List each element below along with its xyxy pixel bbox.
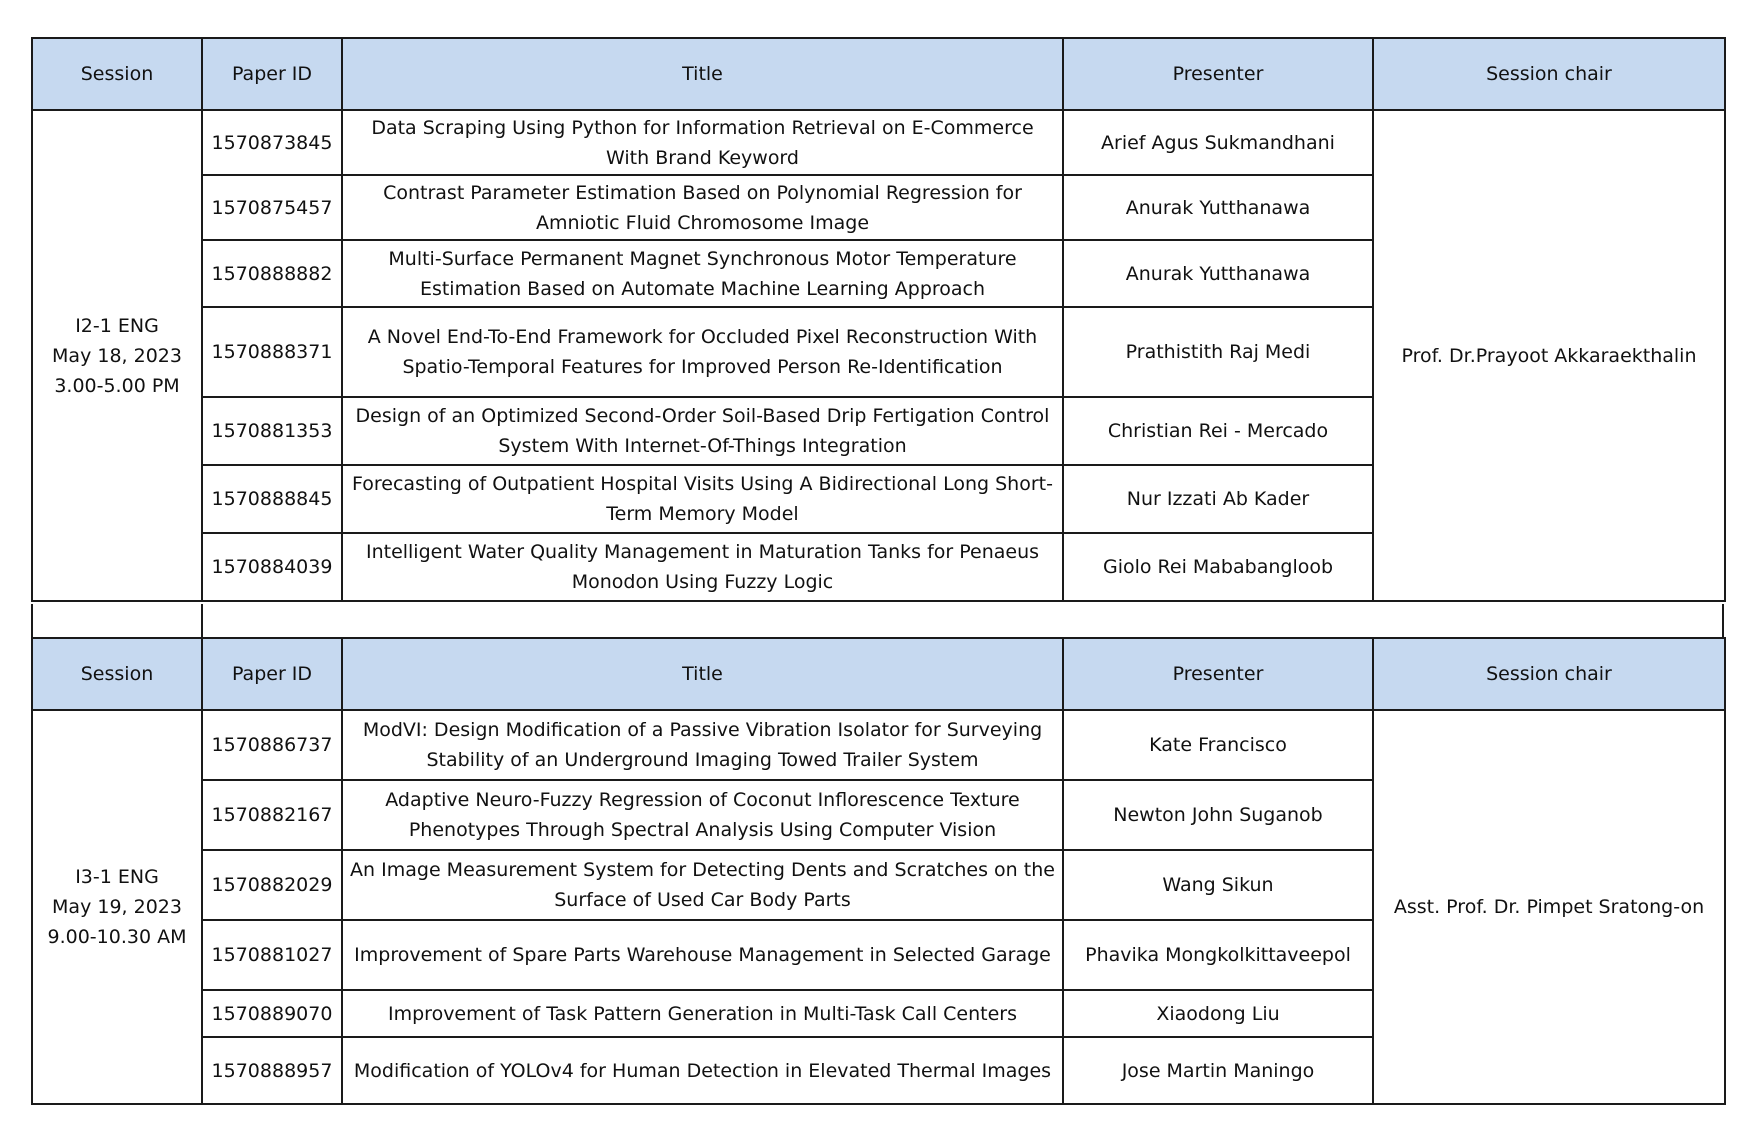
header-paper-id: Paper ID xyxy=(202,638,342,710)
header-paper-id: Paper ID xyxy=(202,38,342,110)
paper-title: Data Scraping Using Python for Information Retrieval on E-Commerce With Brand Keyword xyxy=(342,110,1063,175)
presenter: Christian Rei - Mercado xyxy=(1063,397,1373,465)
session-date: May 18, 2023 xyxy=(52,344,182,367)
paper-id: 1570888371 xyxy=(202,307,342,397)
presenter: Anurak Yutthanawa xyxy=(1063,175,1373,240)
session-chair xyxy=(1373,710,1725,1104)
session-table-1 xyxy=(31,37,1726,602)
paper-id: 1570882167 xyxy=(202,780,342,850)
paper-id: 1570888957 xyxy=(202,1037,342,1104)
paper-title: Contrast Parameter Estimation Based on Polynomial Regression for Amniotic Fluid Chromosome Image xyxy=(342,175,1063,240)
presenter: Jose Martin Maningo xyxy=(1063,1037,1373,1104)
paper-id: 1570889070 xyxy=(202,990,342,1037)
paper-title: A Novel End-To-End Framework for Occluded Pixel Reconstruction With Spatio-Temporal Features for Improved Person Re-Identification xyxy=(342,307,1063,397)
paper-title: Design of an Optimized Second-Order Soil-Based Drip Fertigation Control System With Internet-Of-Things Integration xyxy=(342,397,1063,465)
presenter: Arief Agus Sukmandhani xyxy=(1063,110,1373,175)
presenter: Newton John Suganob xyxy=(1063,780,1373,850)
header-session-chair: Session chair xyxy=(1373,638,1725,710)
paper-title: An Image Measurement System for Detecting Dents and Scratches on the Surface of Used Car Body Parts xyxy=(342,850,1063,920)
session-chair-name: Asst. Prof. Dr. Pimpet Sratong-on xyxy=(1393,896,1705,918)
header-title: Title xyxy=(342,638,1063,710)
presenter: Xiaodong Liu xyxy=(1063,990,1373,1037)
presenter: Anurak Yutthanawa xyxy=(1063,240,1373,307)
paper-title: Modification of YOLOv4 for Human Detection in Elevated Thermal Images xyxy=(342,1037,1063,1104)
presenter: Prathistith Raj Medi xyxy=(1063,307,1373,397)
paper-id: 1570881027 xyxy=(202,920,342,990)
session-date: May 19, 2023 xyxy=(52,896,182,918)
paper-id: 1570886737 xyxy=(202,710,342,780)
session-code: I3-1 ENG xyxy=(75,866,159,888)
table-row xyxy=(32,710,1725,780)
paper-id: 1570884039 xyxy=(202,533,342,601)
header-session: Session xyxy=(32,38,202,110)
paper-title: Adaptive Neuro-Fuzzy Regression of Coconut Inflorescence Texture Phenotypes Through Spectral Analysis Using Computer Vision xyxy=(342,780,1063,850)
header-row xyxy=(32,638,1725,710)
paper-id: 1570888882 xyxy=(202,240,342,307)
header-presenter: Presenter xyxy=(1063,638,1373,710)
session-info xyxy=(32,710,202,1104)
paper-title: Intelligent Water Quality Management in Maturation Tanks for Penaeus Monodon Using Fuzzy Logic xyxy=(342,533,1063,601)
paper-id: 1570888845 xyxy=(202,465,342,533)
paper-id: 1570882029 xyxy=(202,850,342,920)
header-session: Session xyxy=(32,638,202,710)
session-table-2 xyxy=(31,637,1726,1105)
session-code: I2-1 ENG xyxy=(75,314,159,337)
presenter: Giolo Rei Mababangloob xyxy=(1063,533,1373,601)
session-chair xyxy=(1373,110,1725,601)
presenter: Nur Izzati Ab Kader xyxy=(1063,465,1373,533)
session-info xyxy=(32,110,202,601)
header-presenter: Presenter xyxy=(1063,38,1373,110)
paper-title: ModVI: Design Modification of a Passive Vibration Isolator for Surveying Stability of an Underground Imaging Towed Trailer System xyxy=(342,710,1063,780)
column-divider xyxy=(201,604,203,637)
paper-title: Multi-Surface Permanent Magnet Synchronous Motor Temperature Estimation Based on Automate Machine Learning Approach xyxy=(342,240,1063,307)
session-time: 3.00-5.00 PM xyxy=(54,374,180,397)
paper-title: Forecasting of Outpatient Hospital Visits Using A Bidirectional Long Short-Term Memory Model xyxy=(342,465,1063,533)
session-time: 9.00-10.30 AM xyxy=(47,926,187,948)
presenter: Wang Sikun xyxy=(1063,850,1373,920)
paper-title: Improvement of Task Pattern Generation in Multi-Task Call Centers xyxy=(342,990,1063,1037)
paper-id: 1570873845 xyxy=(202,110,342,175)
session-chair-name: Prof. Dr.Prayoot Akkaraekthalin xyxy=(1401,344,1697,367)
paper-title: Improvement of Spare Parts Warehouse Management in Selected Garage xyxy=(342,920,1063,990)
presenter: Kate Francisco xyxy=(1063,710,1373,780)
table-spacer xyxy=(31,604,1724,637)
paper-id: 1570881353 xyxy=(202,397,342,465)
header-row xyxy=(32,38,1725,110)
header-session-chair: Session chair xyxy=(1373,38,1725,110)
table-row xyxy=(32,110,1725,175)
presenter: Phavika Mongkolkittaveepol xyxy=(1063,920,1373,990)
header-title: Title xyxy=(342,38,1063,110)
paper-id: 1570875457 xyxy=(202,175,342,240)
